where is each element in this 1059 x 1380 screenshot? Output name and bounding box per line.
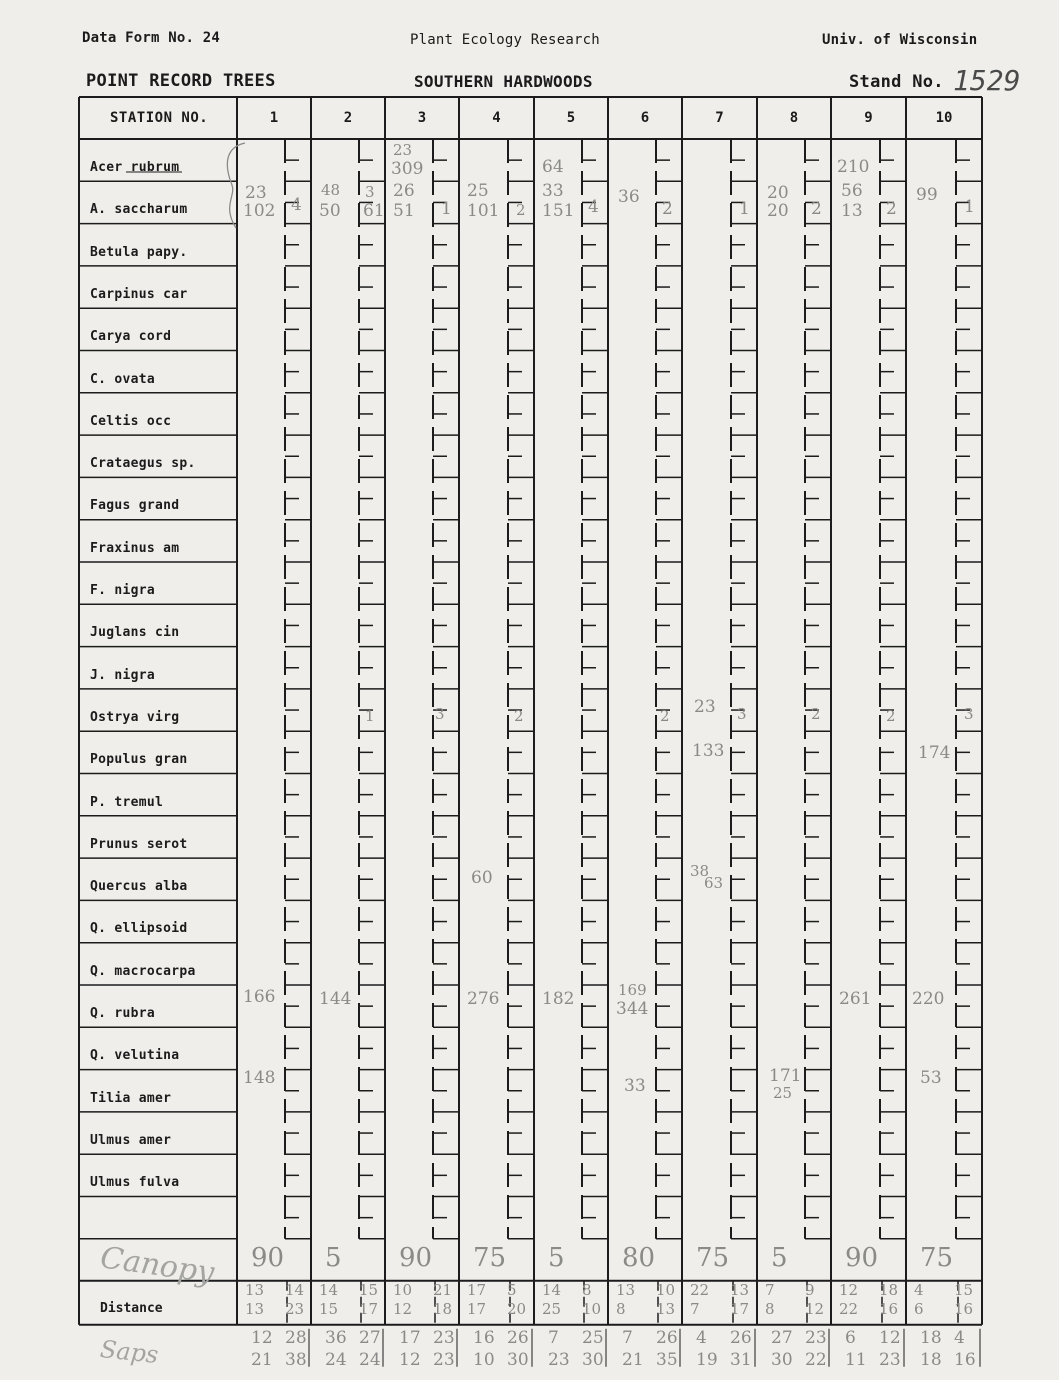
handwritten-entry: 182	[542, 989, 575, 1009]
station-number-5: 5	[566, 110, 576, 126]
species-label: Q. macrocarpa	[90, 963, 196, 979]
handwritten-entry: 174	[918, 743, 951, 764]
handwritten-entry: 23	[548, 1349, 570, 1370]
station-number-6: 6	[640, 110, 650, 126]
handwritten-entry: 101	[467, 201, 500, 222]
handwritten-entry: 6	[845, 1327, 856, 1348]
handwritten-entry: 8	[765, 1299, 775, 1318]
handwritten-entry: 220	[912, 989, 945, 1009]
handwritten-entry: 2	[811, 704, 821, 723]
handwritten-entry: 64	[542, 157, 564, 177]
handwritten-entry: 21	[622, 1349, 644, 1370]
handwritten-entry: 9	[805, 1280, 815, 1299]
handwritten-entry: 7	[765, 1280, 775, 1299]
handwritten-entry: 17	[399, 1327, 421, 1348]
handwritten-entry: 151	[542, 201, 575, 222]
handwritten-entry: 2	[660, 706, 670, 725]
handwritten-entry: 30	[507, 1349, 529, 1370]
handwritten-entry: 20	[767, 201, 789, 222]
handwritten-entry: 51	[393, 201, 415, 222]
handwritten-entry: 33	[542, 181, 564, 202]
handwritten-entry: 20	[767, 183, 789, 204]
handwritten-entry: 22	[805, 1349, 827, 1370]
handwritten-entry: 7	[690, 1299, 700, 1318]
handwritten-entry: 276	[467, 989, 500, 1009]
canopy-value: 5	[771, 1242, 788, 1273]
species-label: P. tremul	[90, 794, 164, 810]
handwritten-entry: 7	[622, 1327, 633, 1348]
handwritten-entry: 3	[737, 704, 747, 723]
handwritten-entry: 3	[435, 704, 445, 723]
handwritten-entry: 8	[582, 1280, 592, 1299]
species-label: Celtis occ	[90, 413, 172, 429]
handwritten-entry: 10	[393, 1280, 413, 1299]
handwritten-entry: 21	[251, 1349, 273, 1370]
species-label: Fraxinus am	[90, 540, 180, 556]
handwritten-entry: 26	[730, 1327, 752, 1348]
species-label: Ulmus fulva	[90, 1175, 180, 1191]
handwritten-entry: 12	[839, 1280, 859, 1299]
handwritten-entry: 13	[841, 201, 863, 222]
handwritten-entry: 2	[811, 199, 822, 220]
handwritten-entry: 99	[916, 185, 938, 206]
handwritten-entry: 1	[739, 199, 750, 220]
handwritten-entry: 12	[251, 1327, 273, 1348]
handwritten-entry: 38	[285, 1349, 307, 1370]
handwritten-entry: 102	[243, 201, 276, 222]
handwritten-entry: 36	[325, 1327, 347, 1348]
handwritten-entry: 35	[656, 1349, 678, 1370]
handwritten-entry: 23	[285, 1299, 305, 1318]
handwritten-entry: 23	[433, 1327, 455, 1348]
handwritten-entry: 12	[805, 1299, 825, 1318]
handwritten-entry: 23	[805, 1327, 827, 1348]
handwritten-entry: 2	[514, 706, 524, 725]
handwritten-entry: 309	[391, 159, 424, 179]
handwritten-entry: 4	[696, 1327, 707, 1348]
handwritten-entry: 3	[365, 183, 375, 202]
handwritten-entry: 13	[616, 1280, 636, 1299]
stand-label: Stand No.	[849, 72, 944, 92]
species-label: Betula papy.	[90, 244, 188, 260]
species-label: Ulmus amer	[90, 1132, 172, 1148]
handwritten-entry: 18	[433, 1299, 453, 1318]
forest-type: SOUTHERN HARDWOODS	[414, 72, 593, 91]
handwritten-entry: 17	[359, 1299, 379, 1318]
station-number-9: 9	[864, 110, 873, 126]
handwritten-entry: 171	[769, 1065, 802, 1086]
species-label: Juglans cin	[90, 625, 180, 641]
handwritten-entry: 36	[618, 187, 640, 208]
species-label: Crataegus sp.	[90, 456, 196, 472]
handwritten-entry: 2	[886, 706, 896, 725]
handwritten-entry: 13	[245, 1299, 265, 1318]
handwritten-entry: 24	[325, 1349, 347, 1370]
handwritten-entry: 3	[964, 704, 974, 723]
handwritten-entry: 14	[542, 1280, 562, 1299]
handwritten-entry: 17	[730, 1299, 750, 1318]
handwritten-entry: 23	[245, 183, 267, 204]
handwritten-entry: 148	[243, 1067, 276, 1088]
station-number-2: 2	[343, 110, 353, 126]
handwritten-entry: 18	[879, 1280, 899, 1299]
handwritten-entry: 16	[473, 1327, 495, 1348]
canopy-label: Canopy	[98, 1240, 217, 1291]
handwritten-entry: 2	[662, 199, 673, 220]
handwritten-entry: 25	[542, 1299, 562, 1318]
handwritten-entry: 14	[319, 1280, 339, 1299]
handwritten-entry: 7	[548, 1327, 559, 1348]
handwritten-entry: 53	[920, 1067, 942, 1088]
station-header: STATION NO.	[110, 110, 209, 126]
species-label: Acer rubrum	[90, 160, 180, 175]
species-label: Quercus alba	[90, 879, 188, 895]
handwritten-entry: 60	[471, 868, 493, 889]
handwritten-entry: 10	[582, 1299, 602, 1318]
handwritten-entry: 25	[467, 181, 489, 202]
handwritten-entry: 22	[690, 1280, 710, 1299]
canopy-value: 5	[548, 1242, 565, 1273]
handwritten-entry: 1	[964, 197, 975, 218]
handwritten-entry: 31	[730, 1349, 752, 1370]
species-label: Fagus grand	[90, 498, 180, 514]
canopy-value: 75	[696, 1242, 730, 1273]
handwritten-entry: 24	[359, 1349, 381, 1370]
handwritten-entry: 21	[433, 1280, 453, 1299]
handwritten-entry: 30	[582, 1349, 604, 1370]
handwritten-entry: 27	[359, 1327, 381, 1348]
handwritten-entry: 4	[291, 195, 302, 216]
canopy-value: 5	[325, 1242, 342, 1273]
handwritten-entry: 18	[920, 1349, 942, 1370]
handwritten-entry: 133	[692, 741, 725, 762]
handwritten-entry: 50	[319, 201, 341, 222]
station-number-4: 4	[492, 110, 501, 126]
handwritten-entry: 6	[914, 1299, 924, 1318]
station-number-1: 1	[269, 110, 279, 126]
handwritten-entry: 12	[399, 1349, 421, 1370]
handwritten-entry: 18	[920, 1327, 942, 1348]
handwritten-entry: 63	[704, 874, 724, 893]
handwritten-entry: 15	[319, 1299, 339, 1318]
handwritten-entry: 344	[616, 999, 649, 1019]
handwritten-entry: 26	[507, 1327, 529, 1348]
handwritten-entry: 26	[393, 181, 415, 202]
station-number-7: 7	[715, 110, 724, 126]
handwritten-entry: 17	[467, 1299, 487, 1318]
handwritten-entry: 48	[321, 181, 341, 200]
species-label: Ostrya virg	[90, 709, 180, 725]
handwritten-entry: 19	[696, 1349, 718, 1370]
handwritten-entry: 8	[616, 1299, 626, 1318]
handwritten-entry: 1	[441, 199, 452, 220]
species-label: Q. velutina	[90, 1048, 180, 1064]
handwritten-entry: 16	[954, 1349, 976, 1370]
species-label: A. saccharum	[90, 202, 188, 218]
handwritten-entry: 144	[319, 989, 352, 1009]
handwritten-entry: 13	[656, 1299, 676, 1318]
handwritten-entry: 4	[954, 1327, 965, 1348]
handwritten-entry: 23	[433, 1349, 455, 1370]
handwritten-entry: 2	[516, 201, 526, 220]
handwritten-entry: 5	[507, 1280, 517, 1299]
handwritten-entry: 25	[773, 1083, 793, 1102]
handwritten-entry: 13	[730, 1280, 750, 1299]
saps-label: Saps	[98, 1335, 160, 1369]
record-title: POINT RECORD TREES	[86, 71, 276, 91]
handwritten-entry: 4	[914, 1280, 924, 1299]
handwritten-entry: 10	[473, 1349, 495, 1370]
handwritten-entry: 4	[588, 197, 599, 218]
handwritten-entry: 30	[771, 1349, 793, 1370]
handwritten-entry: 22	[839, 1299, 859, 1318]
handwritten-entry: 15	[359, 1280, 379, 1299]
handwritten-entry: 15	[954, 1280, 974, 1299]
handwritten-entry: 261	[839, 989, 872, 1009]
handwritten-entry: 12	[879, 1327, 901, 1348]
university: Univ. of Wisconsin	[822, 32, 978, 48]
species-label: Q. ellipsoid	[90, 921, 188, 937]
handwritten-entry: 33	[624, 1075, 646, 1096]
handwritten-entry: 28	[285, 1327, 307, 1348]
handwritten-entry: 12	[393, 1299, 413, 1318]
handwritten-entry: 11	[845, 1349, 867, 1370]
species-label: Tilia amer	[90, 1090, 172, 1106]
handwritten-entry: 23	[393, 141, 413, 159]
handwritten-entry: 16	[954, 1299, 974, 1318]
species-label: Q. rubra	[90, 1006, 156, 1021]
handwritten-entry: 10	[656, 1280, 676, 1299]
handwritten-entry: 210	[837, 157, 870, 177]
station-number-8: 8	[789, 110, 799, 126]
handwritten-entry: 169	[618, 981, 647, 999]
species-label: F. nigra	[90, 583, 156, 598]
canopy-value: 75	[473, 1242, 507, 1273]
stand-number: 1529	[953, 64, 1021, 97]
form-number: Data Form No. 24	[82, 30, 221, 46]
station-number-3: 3	[417, 110, 427, 126]
handwritten-entry: 20	[507, 1299, 527, 1318]
handwritten-entry: 26	[656, 1327, 678, 1348]
handwritten-entry: 38	[690, 862, 710, 881]
handwritten-entry: 1	[365, 706, 375, 725]
species-label: J. nigra	[90, 667, 156, 683]
species-label: Carya cord	[90, 329, 172, 345]
handwritten-entry: 25	[582, 1327, 604, 1348]
species-label: Carpinus car	[90, 286, 188, 302]
canopy-value: 75	[920, 1242, 954, 1273]
canopy-value: 80	[622, 1242, 656, 1273]
handwritten-entry: 166	[243, 987, 276, 1007]
handwritten-entry: 23	[879, 1349, 901, 1370]
station-number-10: 10	[935, 110, 953, 126]
species-label: Populus gran	[90, 752, 188, 768]
canopy-value: 90	[845, 1242, 879, 1273]
species-label: Prunus serot	[90, 836, 188, 852]
handwritten-entry: 14	[285, 1280, 305, 1299]
handwritten-entry: 16	[879, 1299, 899, 1318]
distance-label: Distance	[100, 1300, 163, 1316]
handwritten-entry: 23	[694, 696, 716, 717]
handwritten-entry: 61	[363, 201, 385, 222]
species-label: C. ovata	[90, 371, 156, 387]
canopy-value: 90	[399, 1242, 433, 1273]
research-title: Plant Ecology Research	[410, 32, 600, 48]
handwritten-entry: 13	[245, 1280, 265, 1299]
canopy-value: 90	[251, 1242, 285, 1273]
handwritten-entry: 27	[771, 1327, 793, 1348]
handwritten-entry: 17	[467, 1280, 487, 1299]
handwritten-entry: 2	[886, 199, 897, 220]
handwritten-entry: 56	[841, 181, 863, 202]
